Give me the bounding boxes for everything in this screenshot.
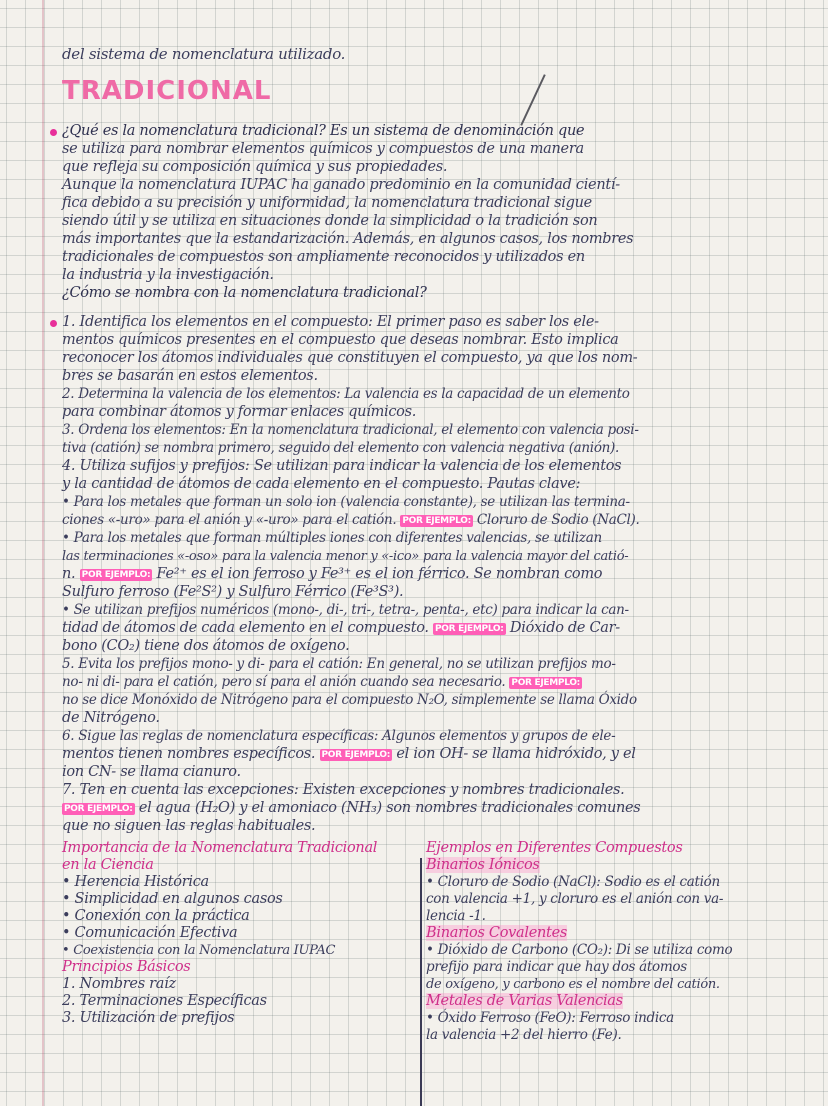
page-title: TRADICIONAL	[62, 76, 272, 106]
margin-line	[42, 0, 44, 1106]
list-item: la valencia +2 del hierro (Fe).	[426, 1027, 622, 1043]
right-column	[426, 840, 732, 1044]
list-item: • Óxido Ferroso (FeO): Ferroso indica	[426, 1010, 674, 1026]
body-line	[62, 674, 582, 692]
body-line: ¿Cómo se nombra con la nomenclatura tradicional?	[62, 285, 427, 301]
list-item: con valencia +1, y cloruro es el anión con va-	[426, 891, 724, 907]
left-column	[62, 840, 377, 1027]
body-line: 3. Ordena los elementos: En la nomenclatura tradicional, el elemento con valencia posi-	[62, 422, 639, 438]
body-line: que no siguen las reglas habituales.	[62, 818, 316, 834]
list-item: • Cloruro de Sodio (NaCl): Sodio es el catión	[426, 874, 720, 890]
list-item: de oxígeno, y carbono es el nombre del catión.	[426, 977, 720, 992]
body-line: para combinar átomos y formar enlaces químicos.	[62, 404, 417, 420]
importance-heading-cont: en la Ciencia	[62, 857, 154, 873]
body-line: • Para los metales que forman un solo ion (valencia constante), se utilizan las termina-	[62, 494, 630, 510]
list-item: • Herencia Histórica	[62, 874, 209, 890]
example-tag: POR EJEMPLO:	[511, 678, 580, 688]
list-item: • Simplicidad en algunos casos	[62, 891, 283, 907]
body-text: Dióxido de Car-	[505, 620, 620, 636]
body-line: ¿Qué es la nomenclatura tradicional? Es un sistema de denominación que	[62, 123, 585, 139]
body-text: mentos tienen nombres específicos.	[62, 746, 320, 762]
body-line: mentos químicos presentes en el compuesto que deseas nombrar. Esto implica	[62, 332, 619, 348]
examples-heading: Ejemplos en Diferentes Compuestos	[426, 840, 683, 856]
body-line: bono (CO₂) tiene dos átomos de oxígeno.	[62, 638, 350, 654]
body-line: se utiliza para nombrar elementos químicos y compuestos de una manera	[62, 141, 584, 157]
body-text: Cloruro de Sodio (NaCl).	[476, 512, 640, 528]
subheading-ionic: Binarios Iónicos	[426, 857, 540, 873]
body-line: 7. Ten en cuenta las excepciones: Existen excepciones y nombres tradicionales.	[62, 782, 625, 798]
list-item: 2. Terminaciones Específicas	[62, 993, 267, 1009]
body-line	[62, 566, 602, 584]
body-line: • Para los metales que forman múltiples iones con diferentes valencias, se utilizan	[62, 530, 602, 546]
body-line: • Se utilizan prefijos numéricos (mono-, di-, tri-, tetra-, penta-, etc) para indicar la can-	[62, 602, 629, 618]
body-line: 6. Sigue las reglas de nomenclatura específicas: Algunos elementos y grupos de ele-	[62, 728, 616, 744]
column-divider	[420, 858, 422, 1106]
list-item: • Comunicación Efectiva	[62, 925, 238, 941]
body-line: reconocer los átomos individuales que constituyen el compuesto, ya que los nom-	[62, 350, 638, 366]
subheading-metals: Metales de Varias Valencias	[426, 993, 623, 1009]
body-line: Sulfuro ferroso (Fe²S²) y Sulfuro Férrico (Fe³S³).	[62, 584, 404, 600]
body-line: Aunque la nomenclatura IUPAC ha ganado predominio en la comunidad cientí-	[62, 177, 620, 193]
example-tag: POR EJEMPLO:	[435, 624, 504, 634]
list-item: 3. Utilización de prefijos	[62, 1010, 235, 1026]
body-text: el agua (H₂O) y el amoniaco (NH₃) son nombres tradicionales comunes	[134, 800, 641, 816]
body-text: n.	[62, 566, 80, 582]
list-item: prefijo para indicar que hay dos átomos	[426, 959, 687, 975]
body-line: la industria y la investigación.	[62, 267, 274, 283]
body-line: que refleja su composición química y sus propiedades.	[62, 159, 448, 175]
example-tag: POR EJEMPLO:	[64, 804, 133, 814]
body-line	[62, 800, 640, 818]
body-line: no se dice Monóxido de Nitrógeno para el compuesto N₂O, simplemente se llama Óxido	[62, 692, 637, 708]
body-line: más importantes que la estandarización. Además, en algunos casos, los nombres	[62, 231, 634, 247]
body-line	[62, 620, 620, 638]
subheading-covalent: Binarios Covalentes	[426, 925, 567, 941]
body-line: 2. Determina la valencia de los elementos: La valencia es la capacidad de un elemento	[62, 386, 630, 402]
body-line: las terminaciones «-oso» para la valencia menor y «-ico» para la valencia mayor del catió-	[62, 549, 629, 564]
example-tag: POR EJEMPLO:	[81, 570, 151, 580]
body-line: 1. Identifica los elementos en el compuesto: El primer paso es saber los ele-	[62, 314, 599, 330]
body-line: siendo útil y se utiliza en situaciones donde la simplicidad o la tradición son	[62, 213, 598, 229]
body-line: fica debido a su precisión y uniformidad, la nomenclatura tradicional sigue	[62, 195, 592, 211]
body-text: el ion OH- se llama hidróxido, y el	[392, 746, 636, 762]
pencil-mark	[520, 74, 545, 126]
body-line: ion CN- se llama cianuro.	[62, 764, 241, 780]
body-line: 4. Utiliza sufijos y prefijos: Se utilizan para indicar la valencia de los elementos	[62, 458, 622, 474]
importance-heading: Importancia de la Nomenclatura Tradicional	[62, 840, 378, 856]
list-item: • Conexión con la práctica	[62, 908, 250, 924]
body-line	[62, 746, 636, 764]
body-text: no- ni di- para el catión, pero sí para el anión cuando sea necesario.	[62, 674, 510, 690]
list-item: lencia -1.	[426, 908, 486, 924]
body-text: tidad de átomos de cada elemento en el compuesto.	[62, 620, 434, 636]
list-item: • Coexistencia con la Nomenclatura IUPAC	[62, 943, 336, 958]
list-item: 1. Nombres raíz	[62, 976, 176, 992]
principles-heading: Principios Básicos	[62, 959, 191, 975]
body-line: tiva (catión) se nombra primero, seguido del elemento con valencia negativa (anión).	[62, 440, 620, 456]
list-item: • Dióxido de Carbono (CO₂): Di se utiliza como	[426, 942, 733, 958]
body-line: 5. Evita los prefijos mono- y di- para el catión: En general, no se utilizan prefijos mo-	[62, 656, 616, 672]
body-line: y la cantidad de átomos de cada elemento en el compuesto. Pautas clave:	[62, 476, 581, 492]
example-tag: POR EJEMPLO:	[321, 750, 391, 760]
body-text: Fe²⁺ es el ion ferroso y Fe³⁺ es el ion férrico. Se nombran como	[152, 566, 603, 582]
body-line	[62, 512, 640, 530]
bullet-dot	[50, 129, 57, 136]
example-tag: POR EJEMPLO:	[402, 516, 471, 526]
intro-line: del sistema de nomenclatura utilizado.	[62, 45, 346, 63]
body-line: de Nitrógeno.	[62, 710, 160, 726]
body-text: ciones «-uro» para el anión y «-uro» para el catión.	[62, 512, 401, 528]
bullet-dot	[50, 320, 57, 327]
body-line: tradicionales de compuestos son ampliamente reconocidos y utilizados en	[62, 249, 585, 265]
body-line: bres se basarán en estos elementos.	[62, 368, 318, 384]
